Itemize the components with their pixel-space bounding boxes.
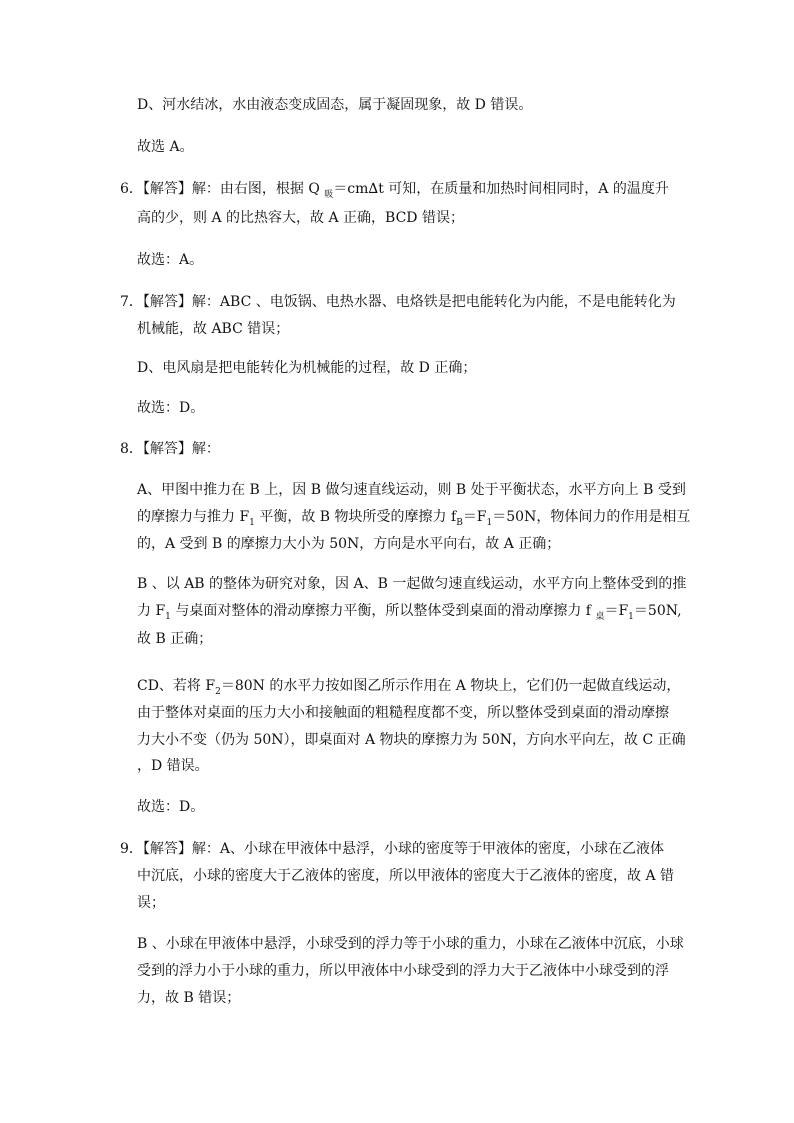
answer-8-a-line-3: 的，A 受到 B 的摩擦力大小为 50N，方向是水平向右，故 A 正确； bbox=[137, 536, 561, 552]
answer-7-line-1: 7．【解答】解：ABC 、电饭锅、电热水器、电烙铁是把电能转化为内能，不是电能转化为 bbox=[120, 294, 676, 310]
answer-7-line-2: 机械能，故 ABC 错误； bbox=[137, 321, 290, 337]
answer-9-b-line-3: 力，故 B 错误； bbox=[137, 990, 241, 1006]
answer-8-b-line-1: B 、以 AB 的整体为研究对象，因 A、B 一起做匀速直线运动，水平方向上整体受到的推 bbox=[137, 576, 687, 592]
answer-8-b-line-3: 故 B 正确； bbox=[137, 631, 213, 647]
answer-7-choice: 故选：D。 bbox=[137, 400, 205, 416]
answer-9-line-2: 中沉底，小球的密度大于乙液体的密度，所以甲液体的密度大于乙液体的密度，故 A 错 bbox=[137, 868, 675, 884]
answer-8-a-line-2: 的摩擦力与推力 $F_1$ 平衡，故 B 物块所受的摩擦力 $f_B=F_1=50N$，物体间力的作用是相互 bbox=[137, 509, 691, 528]
answer-5-option-d: D、河水结冰，水由液态变成固态，属于凝固现象，故 D 错误。 bbox=[137, 97, 533, 113]
answer-5-choice: 故选 A。 bbox=[137, 139, 194, 155]
answer-8-cd-line-4: ，D 错误。 bbox=[137, 758, 209, 774]
answer-9-b-line-1: B 、小球在甲液体中悬浮，小球受到的浮力等于小球的重力，小球在乙液体中沉底，小球 bbox=[137, 936, 684, 952]
answer-9-line-1: 9．【解答】解：A、小球在甲液体中悬浮，小球的密度等于甲液体的密度，小球在乙液体 bbox=[120, 841, 665, 857]
answer-8-cd-line-1: CD、若将 $F_2=80N$ 的水平力按如图乙所示作用在 A 物块上，它们仍一起做直线运动， bbox=[137, 678, 681, 697]
answer-7-option-d: D、电风扇是把电能转化为机械能的过程，故 D 正确； bbox=[137, 360, 477, 376]
answer-6-choice: 故选：A。 bbox=[137, 252, 204, 268]
answer-6-line-1: 6．【解答】解：由右图，根据 Q $_吸$＝cm∆t 可知，在质量和加热时间相同时，A 的温度升 bbox=[120, 181, 669, 200]
answer-6-line-2: 高的少，则 A 的比热容大，故 A 正确，BCD 错误； bbox=[137, 210, 464, 226]
answer-9-b-line-2: 受到的浮力小于小球的重力，所以甲液体中小球受到的浮力大于乙液体中小球受到的浮 bbox=[137, 963, 669, 979]
answer-8-cd-line-2: 由于整体对桌面的压力大小和接触面的粗糙程度都不变，所以整体受到桌面的滑动摩擦 bbox=[137, 705, 669, 721]
answer-9-line-3: 误； bbox=[137, 895, 165, 911]
answer-8-b-line-2: 力 $F_1$ 与桌面对整体的滑动摩擦力平衡，所以整体受到桌面的滑动摩擦力 f $_桌=F_1=50N$, bbox=[137, 603, 682, 622]
answer-8-cd-line-3: 力大小不变（仍为 50N），即桌面对 A 物块的摩擦力为 50N，方向水平向左，故 C 正确 bbox=[137, 732, 686, 748]
answer-8-heading: 8．【解答】解： bbox=[120, 441, 220, 457]
answer-8-choice: 故选：D。 bbox=[137, 799, 205, 815]
answer-8-a-line-1: A、甲图中推力在 B 上，因 B 做匀速直线运动，则 B 处于平衡状态，水平方向上 B 受到 bbox=[137, 482, 686, 498]
